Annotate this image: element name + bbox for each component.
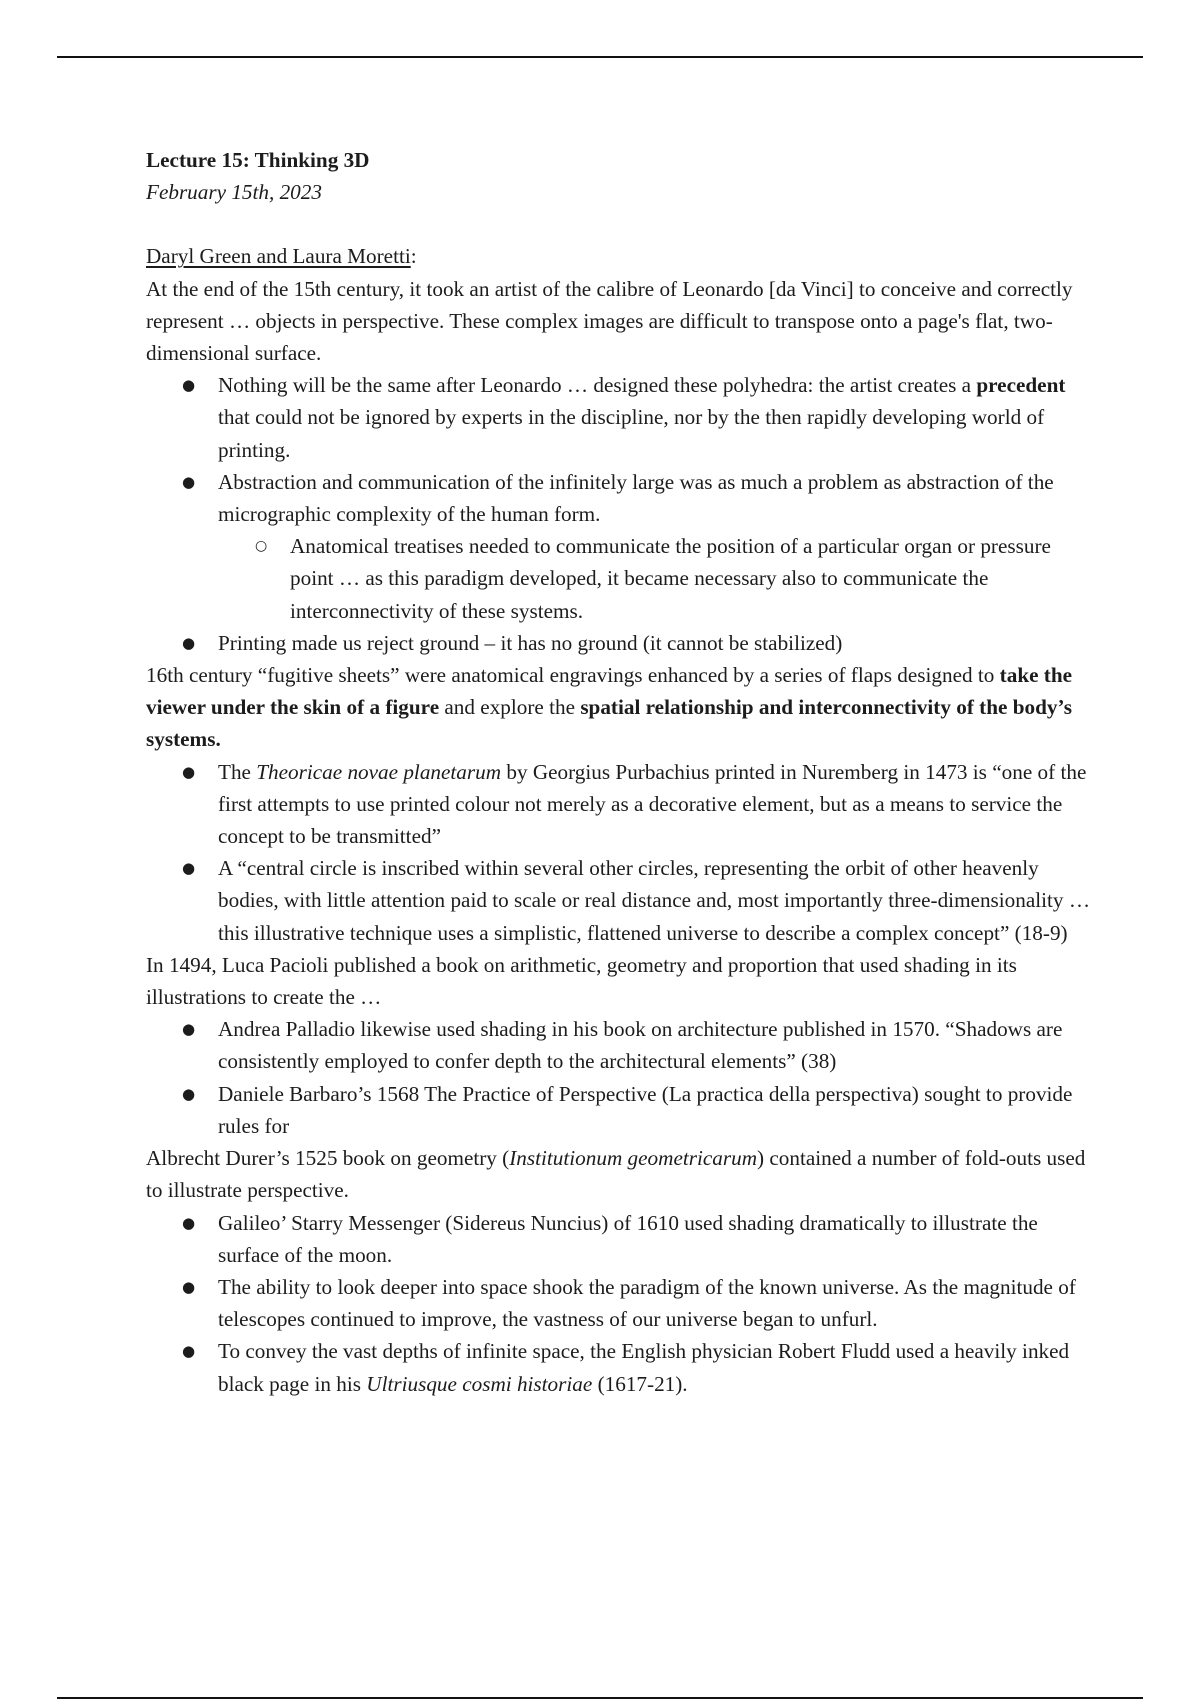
bullet-list-purbachius [146,756,1096,949]
bold-term: precedent [976,373,1066,398]
list-item [146,369,1096,466]
text-run: (1617-21). [592,1371,688,1396]
source-authors: Daryl Green and Laura Moretti [146,244,411,269]
lecture-date: February 15th, 2023 [146,180,322,205]
text-run: 16th century “fugitive sheets” were anatomical engravings enhanced by a series of flaps designed to [146,663,1000,688]
top-rule [57,56,1143,58]
source-colon: : [410,244,417,269]
text-run: ) contained a number of fold-outs used to illustrate perspective. [146,1146,1086,1203]
source-line [146,240,1096,272]
bold-term: take the viewer under the skin of a figure [146,663,1073,720]
list-item: ● The ability to look deeper into space shook the paradigm of the known universe. As the magnitude of telescopes continued to improve, the vastness of our universe began to unfurl. [146,1271,1096,1335]
text-run: and explore the [439,695,581,720]
bullet-list-shading [146,1013,1096,1142]
fugitive-sheets-paragraph [146,659,1096,756]
lecture-notes [146,144,1096,1400]
text-run: that could not be ignored by experts in the discipline, nor by the then rapidly developing world of printing. [218,405,1045,462]
italic-title: Ultriusque cosmi historiae [366,1371,593,1396]
bullet-list-space [146,1207,1096,1400]
page-title: Lecture 15: Thinking 3D [146,148,370,172]
list-item [146,756,1096,853]
italic-title: Institutionum geometricarum [509,1146,758,1171]
durer-paragraph [146,1142,1096,1206]
intro-paragraph: At the end of the 15th century, it took an artist of the calibre of Leonardo [da Vinci] to conceive and correctly represent … objects in perspective. These complex images are difficult to transpose onto a page's flat, two-dimensional surface. [146,276,1073,366]
text-run: Albrecht Durer’s 1525 book on geometry ( [146,1146,510,1171]
italic-title: Theoricae novae planetarum [256,759,502,784]
list-item: ● Galileo’ Starry Messenger (Sidereus Nuncius) of 1610 used shading dramatically to illustrate the surface of the moon. [146,1207,1096,1271]
list-item: ● A “central circle is inscribed within several other circles, representing the orbit of other heavenly bodies, with little attention paid to scale or real distance and, most importantly three-dimensionality … this illustrative technique uses a simplistic, flattened universe to describe a complex concept” (18-9) [146,852,1096,949]
sub-bullet-list [218,530,1096,627]
text-run: Abstraction and communication of the infinitely large was as much a problem as abstraction of the micrographic complexity of the human form. [218,469,1054,527]
sub-list-item: ○ Anatomical treatises needed to communicate the position of a particular organ or pressure point … as this paradigm developed, it became necessary also to communicate the interconnectivity of these systems. [218,530,1096,627]
spacer [146,208,1096,240]
text-run: To convey the vast depths of infinite space, the English physician Robert Fludd used a heavily inked black page in his [218,1339,1070,1396]
list-item: ● Andrea Palladio likewise used shading in his book on architecture published in 1570. “Shadows are consistently employed to confer depth to the architectural elements” (38) [146,1013,1096,1077]
text-run: The [218,759,257,784]
bottom-rule [57,1697,1143,1699]
list-item: ● Daniele Barbaro’s 1568 The Practice of Perspective (La practica della perspectiva) sought to provide rules for [146,1078,1096,1142]
pacioli-paragraph: In 1494, Luca Pacioli published a book on arithmetic, geometry and proportion that used shading in its illustrations to create the … [146,952,1017,1010]
bold-term: spatial relationship and interconnectivity of the body’s systems. [146,695,1072,752]
bullet-list-leonardo [146,369,1096,659]
list-item [146,466,1096,627]
text-run: by Georgius Purbachius printed in Nuremberg in 1473 is “one of the first attempts to use printed colour not merely as a decorative element, but as a means to service the concept to be transmitted” [218,759,1087,849]
text-run: Nothing will be the same after Leonardo … designed these polyhedra: the artist creates a [218,373,977,398]
list-item [146,1335,1096,1399]
list-item: ● Printing made us reject ground – it has no ground (it cannot be stabilized) [146,627,1096,659]
